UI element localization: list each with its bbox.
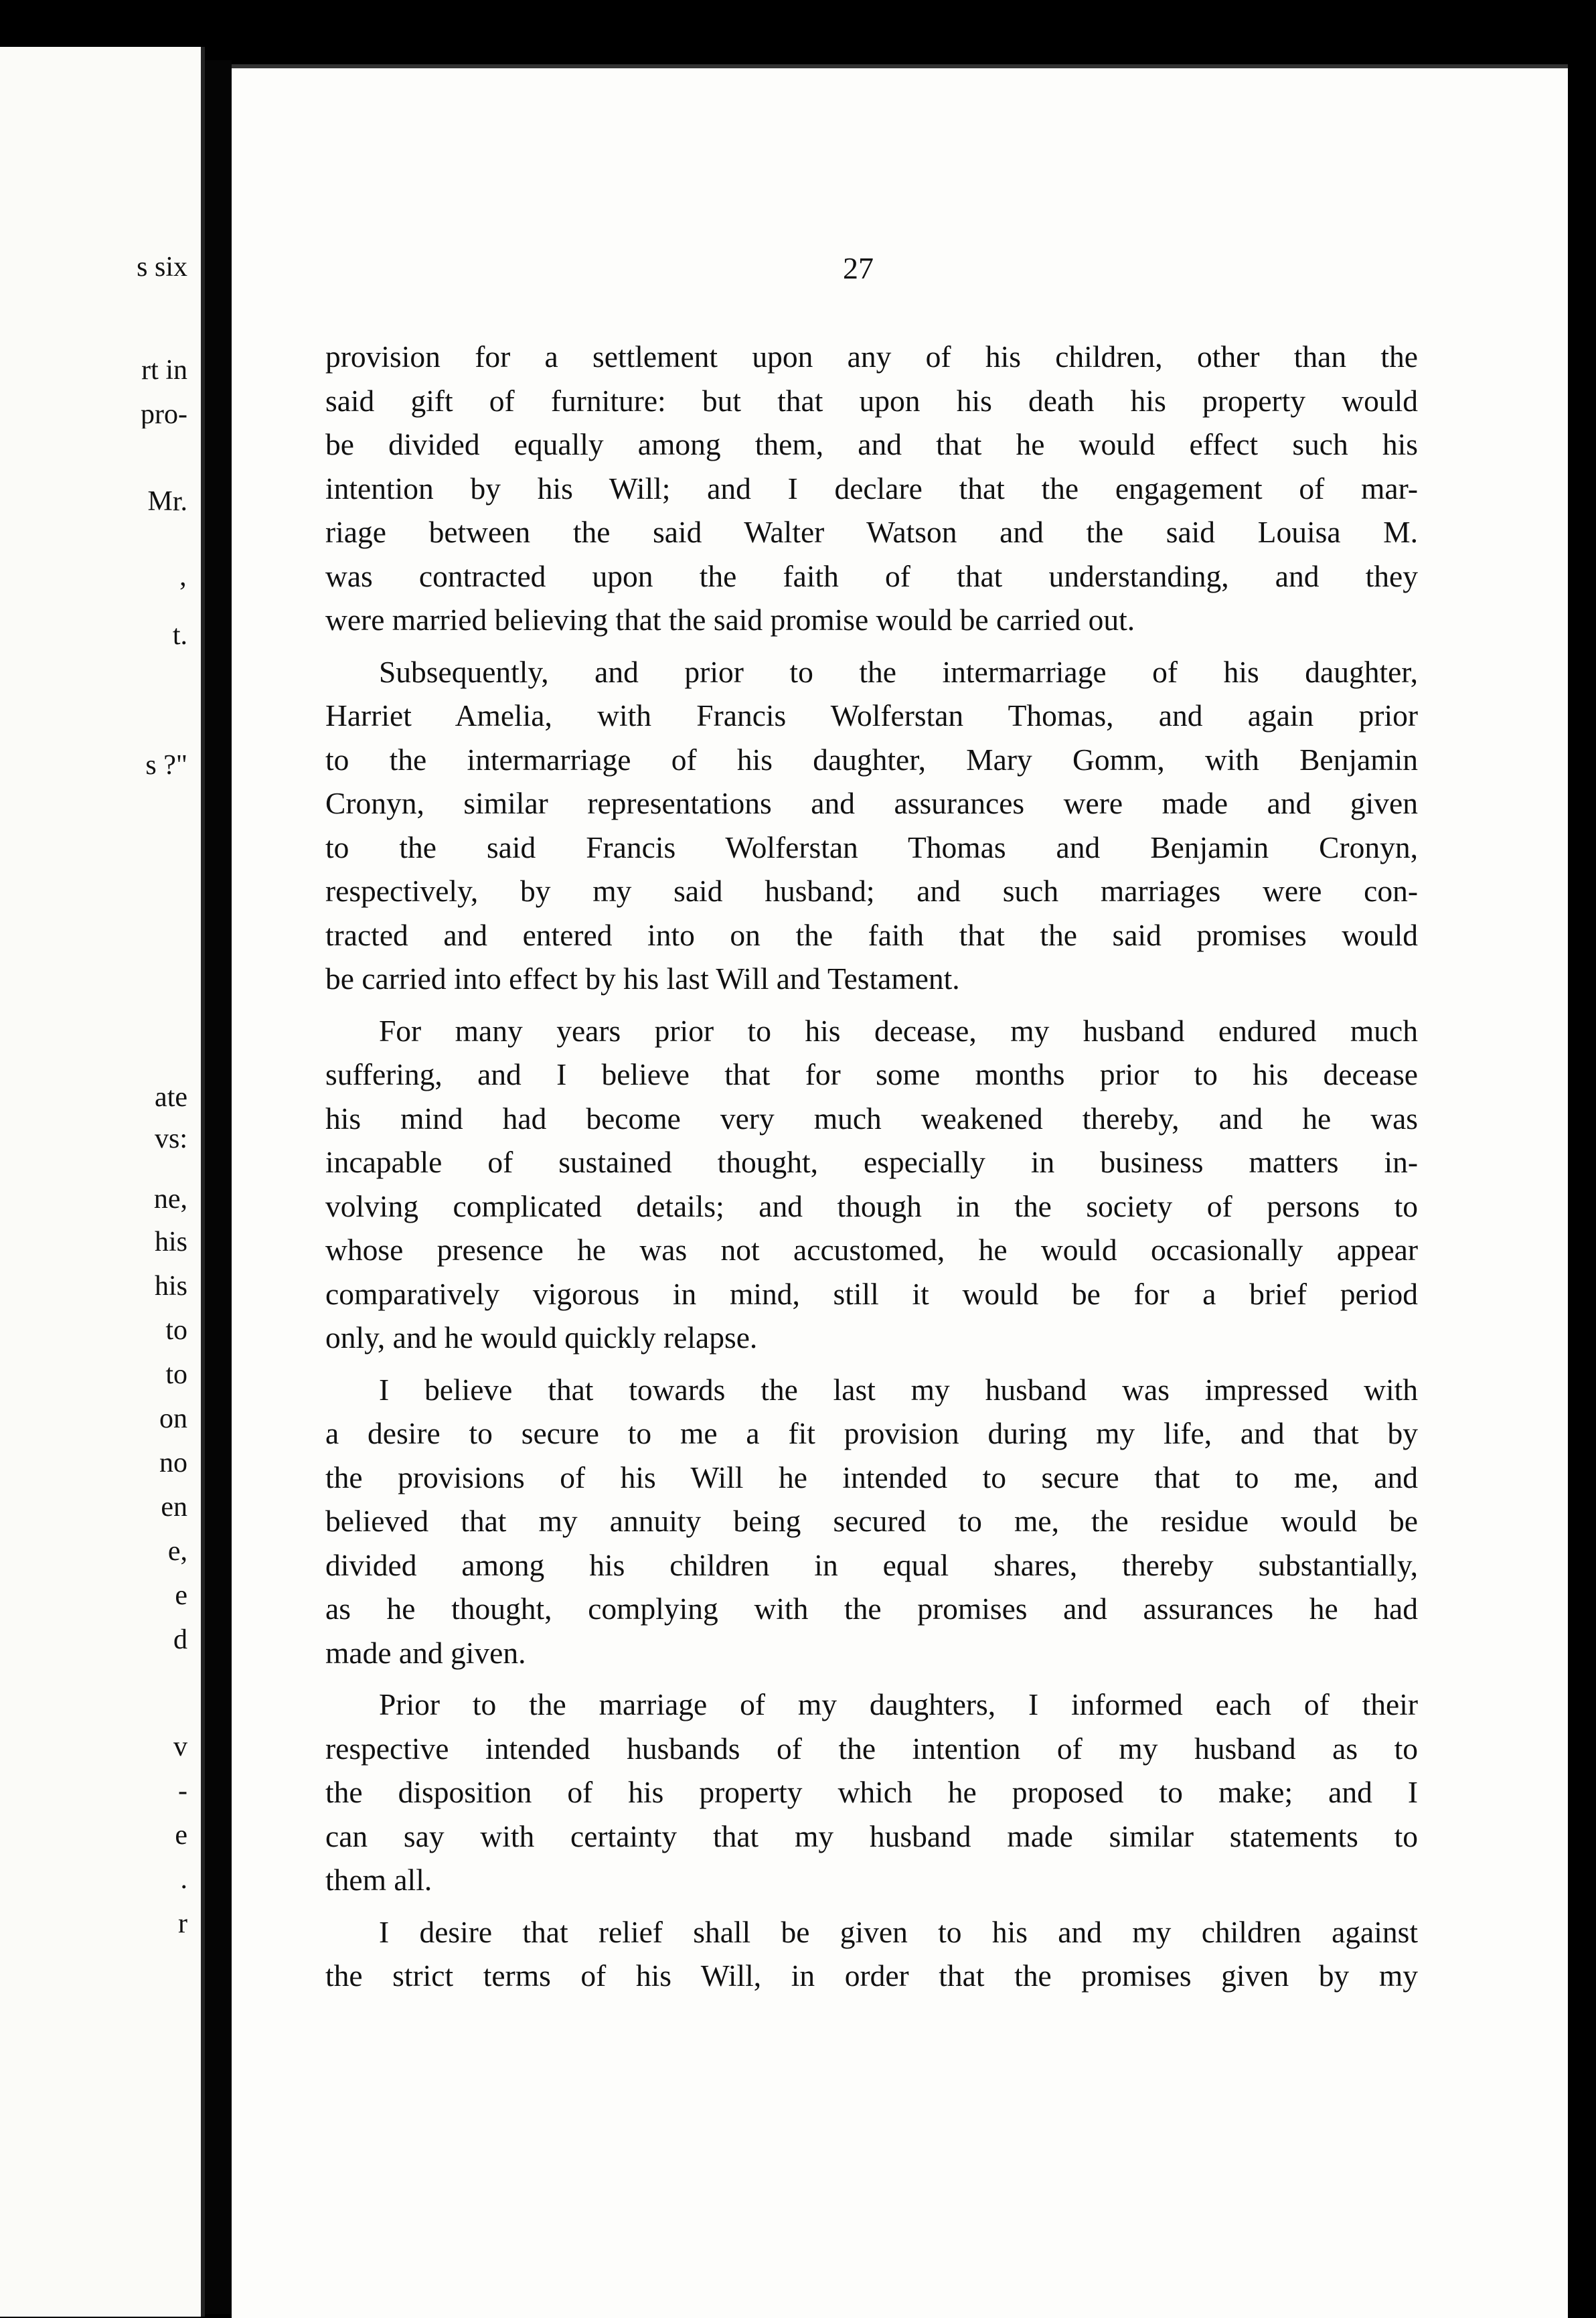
facing-page-text-fragment: ne, xyxy=(153,1185,187,1213)
text-line: suffering, and I believe that for some months prior to his decease xyxy=(325,1057,1418,1091)
book-gutter xyxy=(205,60,232,2314)
facing-page-text-fragment: no xyxy=(159,1449,187,1477)
text-line: believed that my annuity being secured to me, the residue would be xyxy=(325,1504,1418,1538)
paragraph xyxy=(325,650,1418,1001)
text-line: made and given. xyxy=(325,1635,526,1670)
text-line: the strict terms of his Will, in order that the promises given by my xyxy=(325,1958,1418,1993)
text-line: intention by his Will; and I declare that the engagement of mar- xyxy=(325,471,1418,506)
text-line: the provisions of his Will he intended to secure that to me, and xyxy=(325,1460,1418,1494)
text-line: to the said Francis Wolferstan Thomas and Benjamin Cronyn, xyxy=(325,830,1418,864)
document-page xyxy=(232,64,1568,2318)
text-line: respectively, by my said husband; and such marriages were con- xyxy=(325,874,1418,908)
text-line: as he thought, complying with the promises and assurances he had xyxy=(325,1592,1418,1626)
text-line: them all. xyxy=(325,1863,432,1897)
text-line: riage between the said Walter Watson and the said Louisa M. xyxy=(325,515,1418,549)
facing-page-text-fragment: rt in xyxy=(141,356,187,384)
facing-page-text-fragment: ate xyxy=(155,1083,187,1111)
paragraph xyxy=(325,1910,1418,1998)
page-number: 27 xyxy=(843,251,874,285)
facing-page-text-fragment: on xyxy=(159,1405,187,1433)
facing-page-text-fragment: d xyxy=(173,1626,187,1654)
paragraph xyxy=(325,335,1418,642)
text-line: divided among his children in equal shares, thereby substantially, xyxy=(325,1547,1418,1582)
text-line: Cronyn, similar representations and assurances were made and given xyxy=(325,786,1418,820)
text-line: the disposition of his property which he proposed to make; and I xyxy=(325,1775,1418,1809)
text-line: said gift of furniture: but that upon his death his property would xyxy=(325,383,1418,418)
facing-page-text-fragment: Mr. xyxy=(147,487,187,516)
facing-page-text-fragment: - xyxy=(178,1777,187,1805)
text-line: a desire to secure to me a fit provision during my life, and that by xyxy=(325,1416,1418,1450)
text-line: was contracted upon the faith of that understanding, and they xyxy=(325,558,1418,593)
text-line: whose presence he was not accustomed, he would occasionally appear xyxy=(325,1233,1418,1267)
facing-page-text-fragment: s six xyxy=(137,253,187,281)
facing-page-text-fragment: r xyxy=(178,1910,187,1938)
facing-page-fragment xyxy=(0,47,205,2317)
facing-page-text-fragment: . xyxy=(180,1865,187,1894)
text-line: be divided equally among them, and that he would effect such his xyxy=(325,427,1418,461)
facing-page-text-fragment: e, xyxy=(167,1537,187,1565)
text-line: For many years prior to his decease, my husband endured much xyxy=(379,1013,1418,1048)
facing-page-text-fragment: to xyxy=(165,1316,187,1344)
text-line: I desire that relief shall be given to his and my children against xyxy=(379,1914,1418,1949)
text-line: provision for a settlement upon any of his children, other than the xyxy=(325,339,1418,374)
text-line: were married believing that the said promise would be carried out. xyxy=(325,603,1135,637)
text-line: Prior to the marriage of my daughters, I informed each of their xyxy=(379,1687,1418,1721)
facing-page-text-fragment: en xyxy=(161,1493,187,1521)
paragraph xyxy=(325,1009,1418,1360)
text-line: can say with certainty that my husband made similar statements to xyxy=(325,1819,1418,1853)
facing-page-text-fragment: v xyxy=(173,1733,187,1761)
facing-page-text-fragment: vs: xyxy=(154,1125,187,1153)
facing-page-text-fragment: t. xyxy=(172,621,187,649)
facing-page-text-fragment: his xyxy=(154,1272,187,1300)
text-line: volving complicated details; and though in the society of persons to xyxy=(325,1188,1418,1223)
text-line: his mind had become very much weakened thereby, and he was xyxy=(325,1101,1418,1136)
text-line: Subsequently, and prior to the intermarriage of his daughter, xyxy=(379,654,1418,689)
facing-page-text-fragment: pro- xyxy=(141,400,187,429)
text-line: I believe that towards the last my husband was impressed with xyxy=(379,1372,1418,1407)
facing-page-text-fragment: ’ xyxy=(178,578,187,607)
body-text xyxy=(325,335,1418,2006)
text-line: comparatively vigorous in mind, still it would be for a brief period xyxy=(325,1276,1418,1311)
text-line: Harriet Amelia, with Francis Wolferstan Thomas, and again prior xyxy=(325,698,1418,732)
paragraph xyxy=(325,1368,1418,1675)
text-line: be carried into effect by his last Will and Testament. xyxy=(325,961,960,996)
facing-page-text-fragment: his xyxy=(154,1228,187,1256)
text-line: respective intended husbands of the intention of my husband as to xyxy=(325,1731,1418,1766)
text-line: tracted and entered into on the faith that the said promises would xyxy=(325,917,1418,952)
facing-page-text-fragment: to xyxy=(165,1361,187,1389)
text-line: only, and he would quickly relapse. xyxy=(325,1320,758,1355)
facing-page-text-fragment: s ?" xyxy=(145,751,187,779)
facing-page-text-fragment: e xyxy=(175,1821,187,1849)
paragraph xyxy=(325,1683,1418,1902)
facing-page-text-fragment: e xyxy=(175,1581,187,1610)
text-line: to the intermarriage of his daughter, Mary Gomm, with Benjamin xyxy=(325,742,1418,777)
text-line: incapable of sustained thought, especially in business matters in- xyxy=(325,1145,1418,1179)
